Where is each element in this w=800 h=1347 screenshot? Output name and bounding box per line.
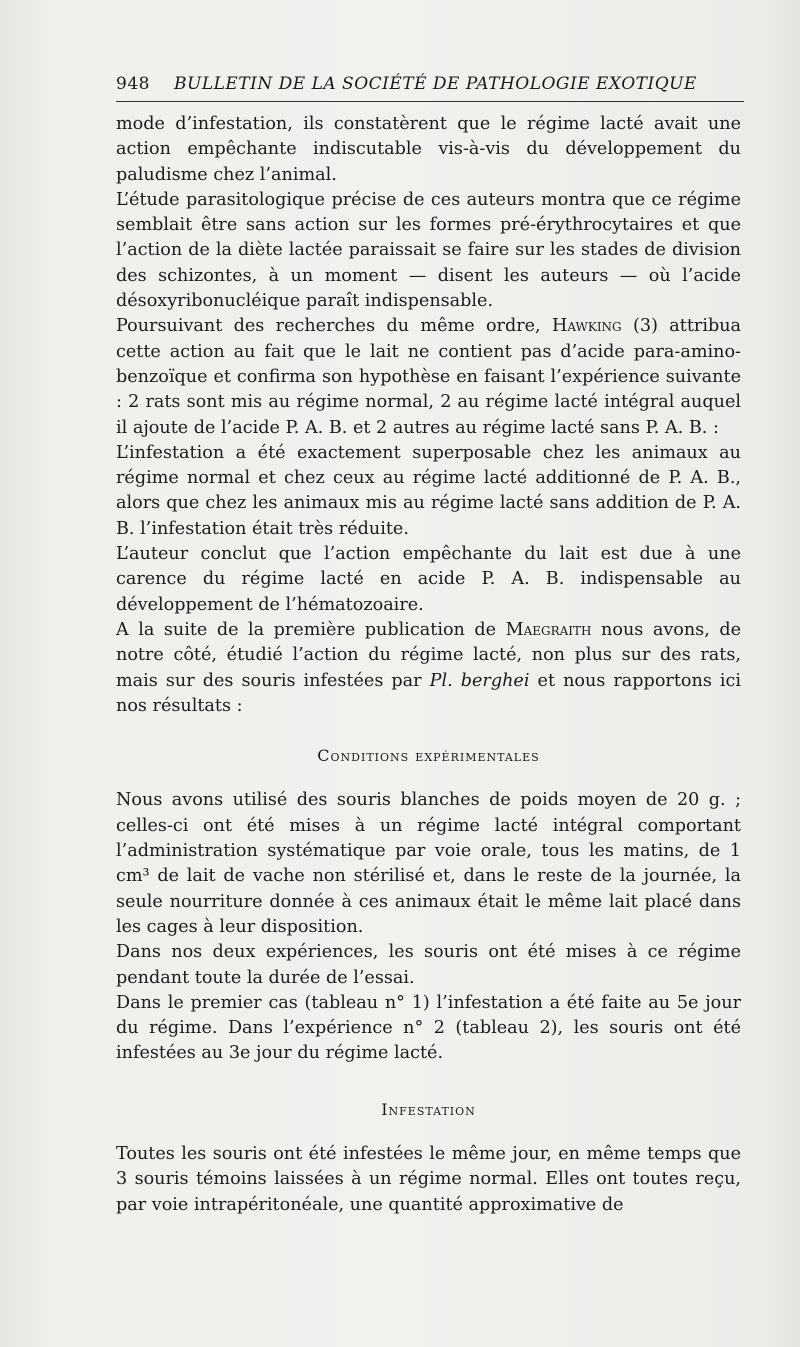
paragraph: L’infestation a été exactement superposable chez les animaux au régime normal et chez ceux au régime lacté additionné de P. A. B., alors que chez les animaux mis au régime lacté sans addition de P. A. B. l’infestation était très réduite. [116,442,741,539]
paragraph: L’auteur conclut que l’action empêchante du lait est due à une carence du régime lacté en acide P. A. B. indispensable au développement de l’hématozoaire. [116,544,741,615]
section-heading: Conditions expérimentales [317,746,540,766]
running-head: BULLETIN DE LA SOCIÉTÉ DE PATHOLOGIE EXOTIQUE [174,74,697,94]
species-name: Pl. berghei [429,670,530,691]
paragraph: Dans le premier cas (tableau n° 1) l’infestation a été faite au 5e jour du régime. Dans l’expérience n° 2 (tableau 2), les souris ont été infestées au 3e jour du régime lacté. [116,992,741,1064]
paragraph: A la suite de la première publication de Maegraith nous avons, de notre côté, étudié l’action du régime lacté, non plus sur des rats, mais sur des souris infestées par Pl. berghei et nous rapportons ici nos résultats : [116,619,742,716]
paragraph: Dans nos deux expériences, les souris ont été mises à ce régime pendant toute la durée de l’essai. [116,942,741,988]
paragraph: Toutes les souris ont été infestées le même jour, en même temps que 3 souris témoins laissées à un régime normal. Elles ont toutes reçu, par voie intrapéritonéale, une quantité approximative de [116,1143,741,1215]
page-header [116,72,744,100]
body-text [116,112,741,1218]
page-number: 948 [116,74,150,94]
header-rule [116,101,744,102]
paragraph: mode d’infestation, ils constatèrent que le régime lacté avait une action empêchante indiscutable vis-à-vis du développement du paludisme chez l’animal. [116,114,741,185]
author-name: Hawking [552,316,622,337]
author-name: Maegraith [505,619,592,640]
section-heading: Infestation [381,1099,476,1119]
paragraph: L’étude parasitologique précise de ces auteurs montra que ce régime semblait être sans action sur les formes pré-érythrocytaires et que l’action de la diète lactée paraissait se faire sur les stades de division des schizontes, à un moment — disent les auteurs — où l’acide désoxyribonucléique paraît indispensable. [116,189,741,312]
paragraph: Poursuivant des recherches du même ordre, Hawking (3) attribua cette action au fait que le lait ne contient pas d’acide para-amino-benzoïque et confirma son hypothèse en faisant l’expérience suivante : 2 rats sont mis au régime normal, 2 au régime lacté intégral auquel il ajoute de l’acide P. A. B. et 2 autres au régime lacté sans P. A. B. : [116,316,742,438]
paragraph: Nous avons utilisé des souris blanches de poids moyen de 20 g. ; celles-ci ont été mises à un régime lacté intégral comportant l’administration systématique par voie orale, tous les matins, de 1 cm³ de lait de vache non stérilisé et, dans le reste de la journée, la seule nourriture donnée à ces animaux était le même lait placé dans les cages à leur disposition. [116,790,741,937]
